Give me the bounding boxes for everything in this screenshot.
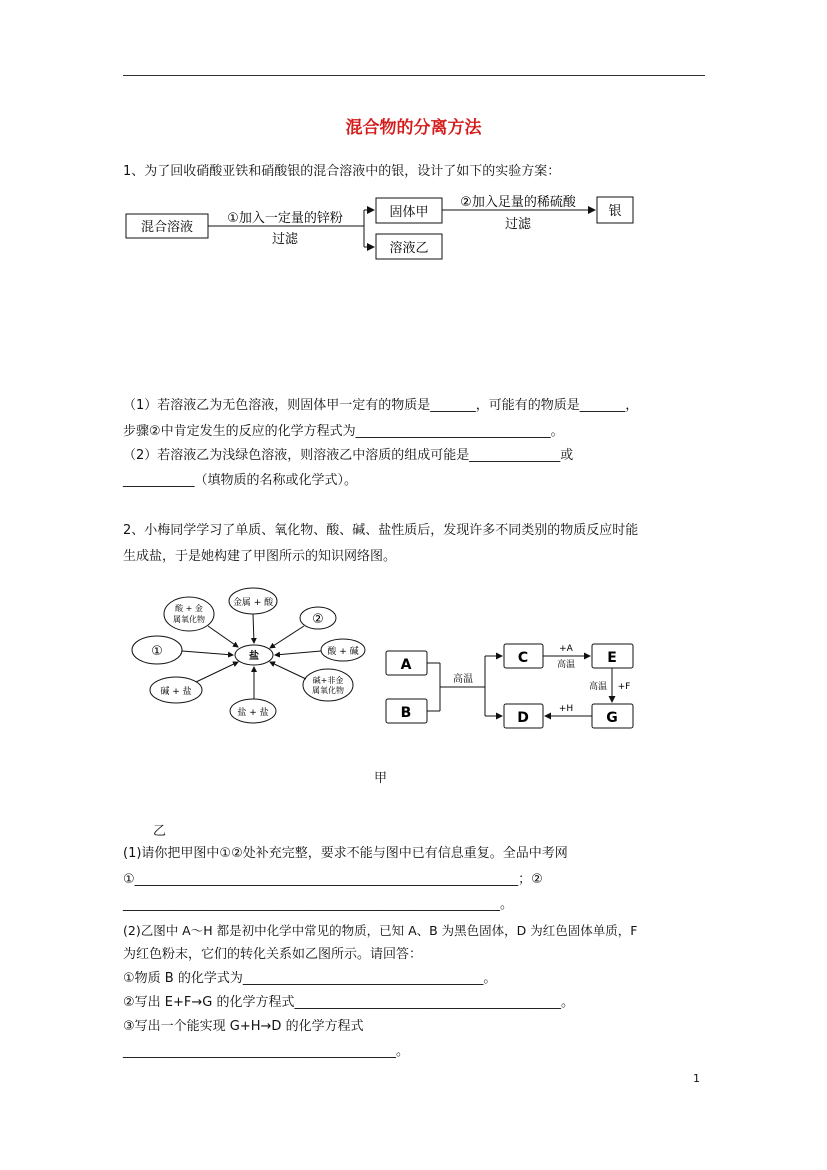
q2-stem-line2: 生成盐，于是她构建了甲图所示的知识网络图。 [123, 549, 397, 564]
flow-end-text: 银 [608, 204, 622, 219]
node-acid-metal-oxide-text1: 酸 + 金 [175, 604, 203, 613]
flow-step1-text: ①加入一定量的锌粉 [227, 211, 343, 226]
flow-step1-sub: 过滤 [271, 232, 299, 247]
arrow-acid-base [275, 651, 321, 655]
page-number: 1 [693, 1072, 700, 1085]
arrow-base-salt [196, 662, 238, 682]
q1-part1-line1: （1）若溶液乙为无色溶液，则固体甲一定有的物质是_______，可能有的物质是_______， [123, 398, 639, 413]
arrow-blank-1 [182, 651, 233, 655]
box-A-text: A [400, 657, 412, 673]
q2-sub2-q3: ③写出一个能实现 G+H→D 的化学方程式 [123, 1019, 364, 1034]
page-title: 混合物的分离方法 [345, 118, 482, 138]
arrow-metal-acid [253, 614, 254, 643]
box-E-text: E [607, 650, 617, 666]
node-acid-base-text: 酸 + 碱 [327, 647, 359, 657]
q2-sub2-line1: (2)乙图中 A～H 都是初中化学中常见的物质，已知 A、B 为黑色固体，D 为红色固体单质，F [123, 923, 638, 938]
arrow-acid-metal-oxide [208, 626, 238, 647]
q1-part1-line2: 步骤②中肯定发生的反应的化学方程式为______________________________。 [123, 424, 564, 439]
box-B-text: B [400, 705, 412, 721]
flow-solid-text: 固体甲 [389, 205, 429, 220]
box-C-text: C [517, 650, 529, 666]
network-diagram [128, 584, 378, 729]
q1-flow-diagram [120, 190, 640, 265]
arrow-base-nonmetal-oxide [270, 662, 306, 679]
q2-sub2-line2: 为红色粉末，它们的转化关系如乙图所示。请回答： [123, 947, 423, 962]
node-blank-1-text: ① [151, 644, 163, 659]
node-base-nonmetal-oxide-text1: 碱+非金 [312, 676, 344, 685]
q1-stem: 1、为了回收硝酸亚铁和硝酸银的混合溶液中的银，设计了如下的实验方案： [123, 164, 561, 179]
q2-sub2-q1: ①物质 B 的化学式为_____________________________________。 [123, 971, 497, 986]
label-plus-H: +H [558, 704, 574, 714]
label-plus-A: +A [559, 644, 573, 654]
header-rule [123, 75, 705, 76]
reaction-diagram [382, 638, 642, 734]
node-blank-2-text: ② [312, 612, 324, 627]
node-base-nonmetal-oxide [303, 669, 353, 701]
node-metal-acid-text: 金属 + 酸 [232, 598, 274, 608]
node-acid-metal-oxide-text2: 属氧化物 [173, 615, 205, 624]
flow-step2-text: ②加入足量的稀硫酸 [460, 195, 576, 210]
node-acid-metal-oxide [164, 597, 214, 631]
q2-sub1-line3: __________________________________________________________。 [123, 897, 513, 912]
arrow-blank-2 [270, 626, 304, 648]
flow-solution-text: 溶液乙 [389, 241, 429, 256]
q2-sub1-line2: ①___________________________________________________________；② [123, 872, 543, 887]
node-salt-salt-text: 盐 + 盐 [237, 708, 269, 718]
label-high-temp-3: 高温 [588, 682, 608, 692]
box-D-text: D [517, 710, 529, 726]
label-high-temp-2: 高温 [556, 660, 576, 670]
flow-step2-sub: 过滤 [504, 217, 532, 232]
q2-sub1-line1: (1)请你把甲图中①②处补充完整，要求不能与图中已有信息重复。全品中考网 [123, 846, 568, 861]
caption-yi: 乙 [153, 824, 167, 839]
flow-start-text: 混合溶液 [140, 220, 194, 235]
q1-part2-line1: （2）若溶液乙为浅绿色溶液，则溶液乙中溶质的组成可能是______________或 [123, 448, 574, 463]
node-base-salt-text: 碱 + 盐 [160, 687, 192, 697]
q2-stem-line1: 2、小梅同学学习了单质、氧化物、酸、碱、盐性质后，发现许多不同类别的物质反应时能 [123, 523, 639, 538]
q2-sub2-q2: ②写出 E+F→G 的化学方程式_________________________________________。 [123, 995, 574, 1010]
caption-jia: 甲 [374, 771, 388, 786]
node-base-nonmetal-oxide-text2: 属氧化物 [312, 686, 344, 695]
q1-part2-line2: ___________（填物质的名称或化学式）。 [123, 473, 358, 488]
label-plus-F: +F [617, 682, 631, 692]
q2-sub2-q3-line: __________________________________________。 [123, 1044, 409, 1059]
label-high-temp: 高温 [453, 674, 473, 685]
node-salt-text: 盐 [249, 651, 259, 662]
box-G-text: G [606, 710, 618, 726]
